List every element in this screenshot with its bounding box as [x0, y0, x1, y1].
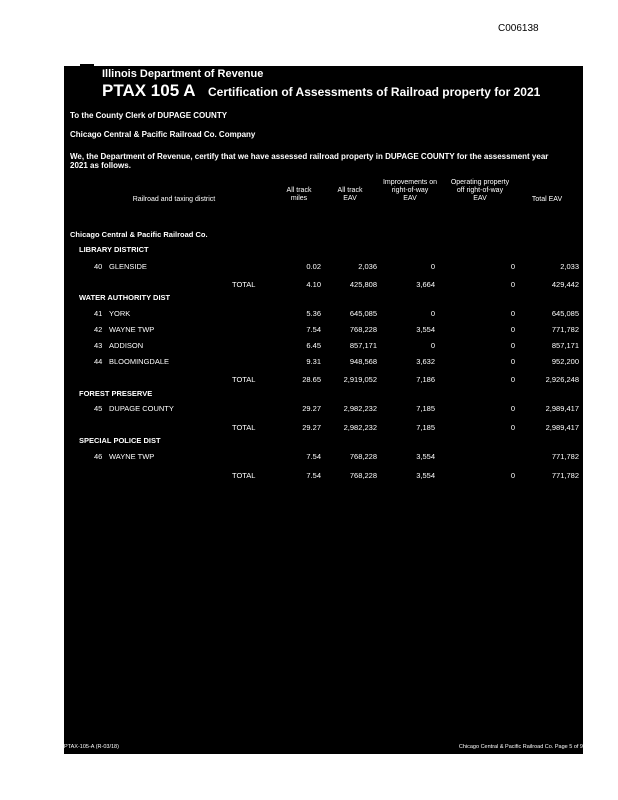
total-eav: 857,171: [551, 341, 579, 350]
table-row: [64, 452, 583, 462]
track-miles: 4.10: [306, 280, 321, 289]
table-row: [64, 309, 583, 319]
imp-header-line2: right-of-way: [391, 187, 429, 195]
track-eav: 2,982,232: [343, 404, 377, 413]
column-header-total-eav: Total EAV: [531, 196, 563, 203]
track-miles: 6.45: [306, 341, 321, 350]
form-title: [102, 81, 540, 101]
track-eav: 768,228: [349, 471, 377, 480]
table-row: [64, 262, 583, 272]
operating-eav: 0: [510, 404, 515, 413]
column-header-miles: [274, 187, 324, 203]
track-eav: 948,568: [349, 357, 377, 366]
addressee-line: To the County Clerk of DUPAGE COUNTY: [70, 111, 228, 120]
track-eav: 857,171: [349, 341, 377, 350]
improvements-eav: 7,185: [416, 423, 435, 432]
track-miles: 0.02: [306, 262, 321, 271]
district-code: 46: [94, 452, 103, 461]
track-miles: 28.65: [302, 375, 321, 384]
total-eav: 771,782: [551, 325, 579, 334]
district-code: 41: [94, 309, 103, 318]
track-eav: 2,982,232: [343, 423, 377, 432]
track-eav: 2,919,052: [343, 375, 377, 384]
track-header-line1: All track: [337, 187, 363, 194]
district-code: 40: [94, 262, 103, 271]
improvements-eav: 3,554: [416, 471, 435, 480]
track-miles: 7.54: [306, 471, 321, 480]
improvements-eav: 3,554: [416, 325, 435, 334]
footer-page-info: Chicago Central & Pacific Railroad Co. Page 5 of 9: [458, 744, 583, 750]
total-eav: 2,989,417: [545, 423, 579, 432]
track-miles: 7.54: [306, 452, 321, 461]
district-name: YORK: [109, 309, 131, 318]
total-eav: 2,989,417: [545, 404, 579, 413]
track-miles: 9.31: [306, 357, 321, 366]
op-header-line2: off right-of-way: [456, 187, 504, 195]
operating-eav: 0: [510, 471, 515, 480]
district-code: 45: [94, 404, 103, 413]
imp-header-line1: Improvements on: [382, 179, 438, 186]
track-miles: 7.54: [306, 325, 321, 334]
section-label: WATER AUTHORITY DIST: [79, 293, 171, 302]
track-miles: 29.27: [302, 404, 321, 413]
operating-eav: 0: [510, 375, 515, 384]
track-miles: 29.27: [302, 423, 321, 432]
district-code: 43: [94, 341, 103, 350]
improvements-eav: 7,186: [416, 375, 435, 384]
operating-eav: 0: [510, 423, 515, 432]
total-row: [64, 423, 583, 433]
section-label: LIBRARY DISTRICT: [79, 245, 149, 254]
total-eav: 2,926,248: [545, 375, 579, 384]
track-miles: 5.36: [306, 309, 321, 318]
total-eav: 2,033: [560, 262, 579, 271]
track-eav: 425,808: [349, 280, 377, 289]
total-eav: 771,782: [551, 471, 579, 480]
imp-header-line3: EAV: [403, 195, 417, 203]
total-row: [64, 471, 583, 481]
certification-sheet: [64, 66, 583, 754]
total-label: TOTAL: [232, 471, 256, 480]
table-row: [64, 404, 583, 414]
total-eav: 429,442: [551, 280, 579, 289]
table-row: [64, 325, 583, 335]
total-label: TOTAL: [232, 375, 256, 384]
track-eav: 768,228: [349, 325, 377, 334]
district-name: GLENSIDE: [109, 262, 147, 271]
miles-header-line1: All track: [286, 187, 312, 194]
op-header-line3: EAV: [473, 195, 487, 203]
document-id: C006138: [498, 23, 539, 34]
district-name: BLOOMINGDALE: [109, 357, 170, 366]
operating-eav: 0: [510, 309, 515, 318]
column-header-track-eav: [325, 187, 375, 203]
improvements-eav: 0: [430, 262, 435, 271]
total-label: TOTAL: [232, 280, 256, 289]
improvements-eav: 0: [430, 341, 435, 350]
table-row: [64, 357, 583, 367]
district-name: WAYNE TWP: [109, 325, 155, 334]
total-eav: 771,782: [551, 452, 579, 461]
total-row: [64, 375, 583, 385]
improvements-eav: 3,554: [416, 452, 435, 461]
form-code: PTAX 105 A: [102, 81, 196, 100]
statement-line-2: 2021 as follows.: [70, 161, 131, 170]
track-eav: 768,228: [349, 452, 377, 461]
improvements-eav: 3,632: [416, 357, 435, 366]
operating-eav: 0: [510, 357, 515, 366]
column-header-district: Railroad and taxing district: [132, 196, 216, 203]
column-header-operating: [445, 179, 515, 203]
track-header-line2: EAV: [343, 195, 357, 203]
improvements-eav: 3,664: [416, 280, 435, 289]
statement-line-1: We, the Department of Revenue, certify that we have assessed railroad property in DUPAGE COUNTY for the assessment year: [70, 152, 549, 161]
operating-eav: 0: [510, 341, 515, 350]
section-label: SPECIAL POLICE DIST: [79, 436, 161, 445]
district-name: WAYNE TWP: [109, 452, 155, 461]
total-eav: 952,200: [551, 357, 579, 366]
table-row: [64, 341, 583, 351]
total-eav: 645,085: [551, 309, 579, 318]
improvements-eav: 0: [430, 309, 435, 318]
section-label: FOREST PRESERVE: [79, 389, 153, 398]
footer-form-number: PTAX-105-A (R-03/18): [64, 744, 119, 750]
form-description: Certification of Assessments of Railroad property for 2021: [208, 85, 541, 99]
total-label: TOTAL: [232, 423, 256, 432]
improvements-eav: 7,185: [416, 404, 435, 413]
operating-eav: 0: [510, 262, 515, 271]
district-name: DUPAGE COUNTY: [109, 404, 174, 413]
track-eav: 645,085: [349, 309, 377, 318]
railroad-heading: Chicago Central & Pacific Railroad Co.: [70, 230, 208, 239]
district-code: 44: [94, 357, 103, 366]
district-code: 42: [94, 325, 103, 334]
department-name: Illinois Department of Revenue: [102, 68, 264, 80]
company-line: Chicago Central & Pacific Railroad Co. Company: [70, 130, 256, 139]
operating-eav: 0: [510, 325, 515, 334]
miles-header-line2: miles: [290, 195, 308, 203]
track-eav: 2,036: [358, 262, 377, 271]
total-row: [64, 280, 583, 290]
op-header-line1: Operating property: [450, 179, 510, 186]
column-header-improvements: [375, 179, 445, 203]
operating-eav: 0: [510, 280, 515, 289]
district-name: ADDISON: [109, 341, 144, 350]
